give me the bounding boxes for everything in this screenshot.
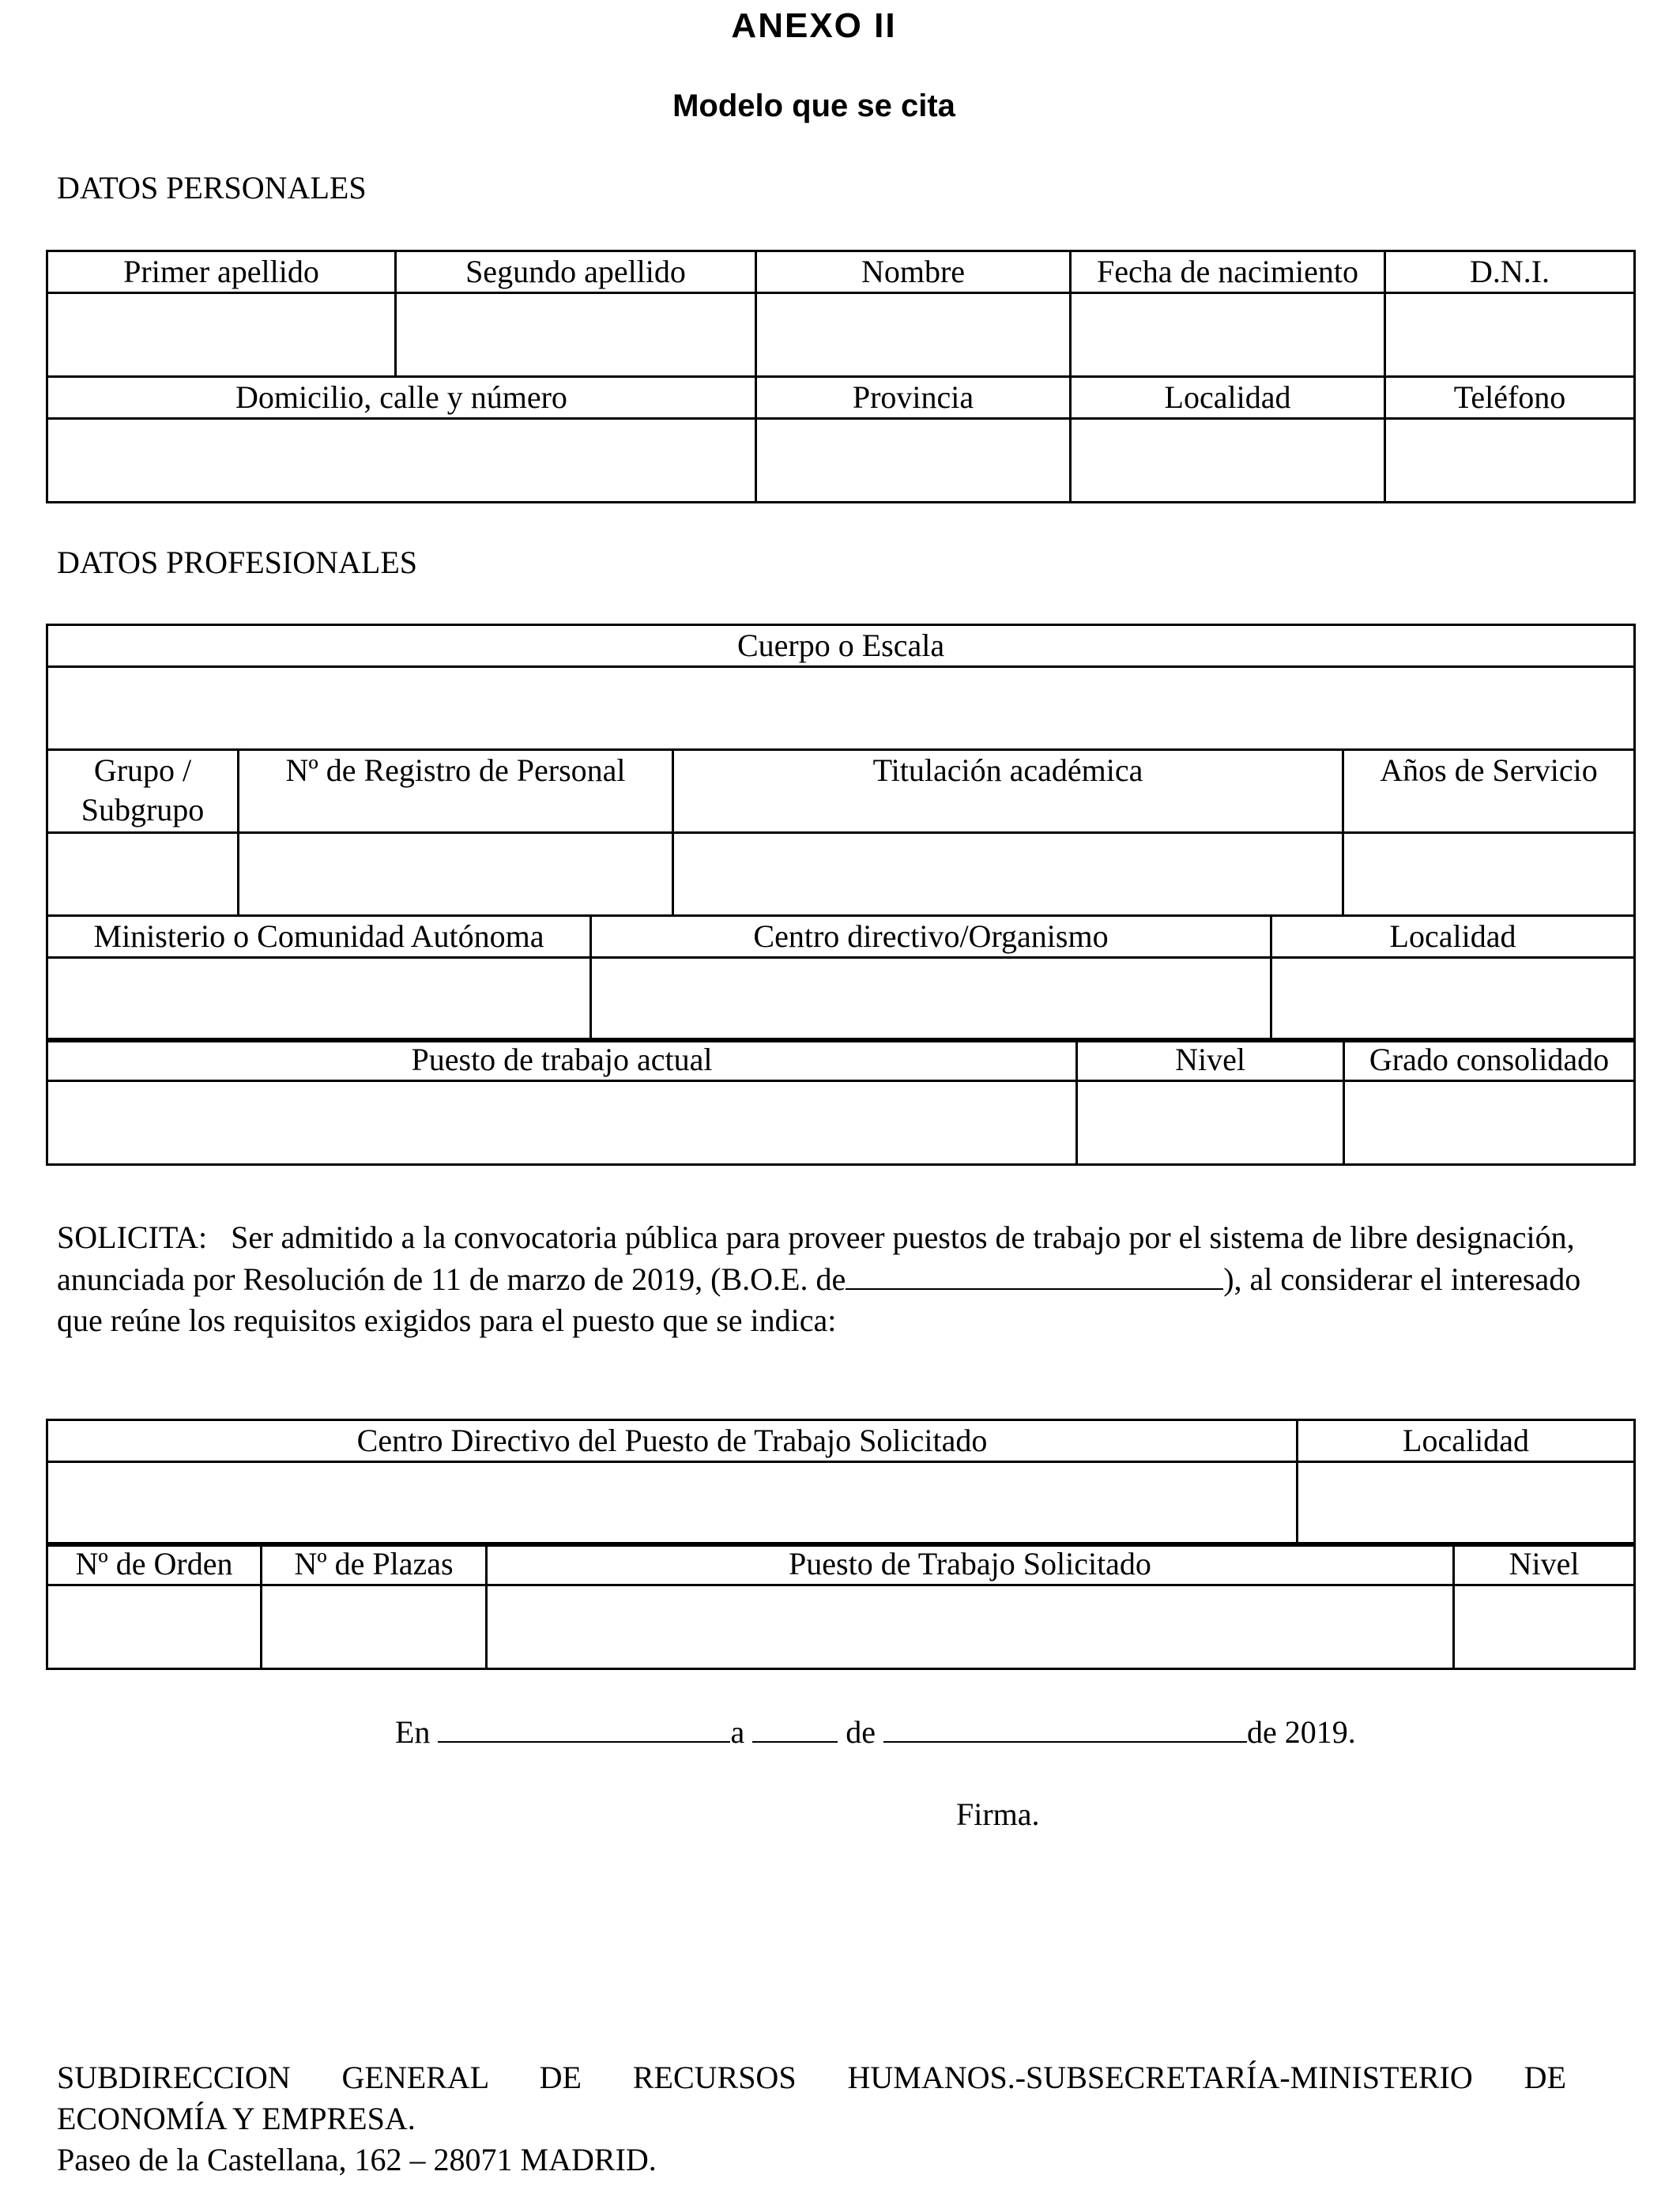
field-segundo-apellido[interactable]: [396, 293, 756, 377]
field-registro-personal[interactable]: [239, 833, 673, 916]
header-segundo-apellido: Segundo apellido: [396, 251, 756, 293]
field-ministerio[interactable]: [47, 958, 591, 1042]
header-localidad-profesional: Localidad: [1271, 916, 1635, 958]
field-dni[interactable]: [1385, 293, 1635, 377]
date-year-label: de 2019.: [1246, 1714, 1356, 1750]
personal-data-heading: DATOS PERSONALES: [57, 170, 367, 205]
solicita-label: SOLICITA:: [57, 1220, 208, 1255]
field-puesto-solicitado[interactable]: [487, 1585, 1454, 1669]
field-titulacion[interactable]: [673, 833, 1343, 916]
field-centro-directivo[interactable]: [591, 958, 1271, 1042]
solicita-text-part2: ), al considerar el interesado que reúne los requisitos exigidos para el puesto que se indica:: [57, 1261, 1581, 1338]
date-de-label: de: [846, 1714, 876, 1750]
header-domicilio: Domicilio, calle y número: [47, 377, 756, 419]
boe-date-blank[interactable]: [846, 1258, 1223, 1290]
requested-centro-table: [46, 1419, 1636, 1547]
place-blank[interactable]: [438, 1711, 730, 1743]
ministerio-table: [46, 914, 1636, 1042]
field-grupo-subgrupo[interactable]: [47, 833, 239, 916]
solicita-text-part1: Ser admitido a la convocatoria pública para proveer puestos de trabajo por el sistema de libre designación, anunciada por Resolución de 11 de marzo de 2019, (B.O.E. de: [57, 1220, 1575, 1297]
date-en-label: En: [395, 1714, 431, 1750]
header-nombre: Nombre: [756, 251, 1071, 293]
header-registro-personal: Nº de Registro de Personal: [239, 750, 673, 833]
requested-puesto-table: [46, 1542, 1636, 1670]
header-nivel-solicitado: Nivel: [1454, 1544, 1635, 1585]
field-fecha-nacimiento[interactable]: [1071, 293, 1385, 377]
field-nivel[interactable]: [1077, 1081, 1344, 1165]
header-provincia: Provincia: [756, 377, 1071, 419]
footer-address: [57, 2057, 1566, 2181]
date-a-label: a: [730, 1714, 745, 1750]
header-centro-solicitado: Centro Directivo del Puesto de Trabajo Solicitado: [47, 1420, 1298, 1462]
signature-label: Firma.: [956, 1796, 1040, 1832]
field-nombre[interactable]: [756, 293, 1071, 377]
cuerpo-table: [46, 624, 1636, 917]
field-localidad-profesional[interactable]: [1271, 958, 1635, 1042]
date-line: [395, 1711, 1356, 1753]
header-puesto-solicitado: Puesto de Trabajo Solicitado: [487, 1544, 1454, 1585]
month-blank[interactable]: [883, 1711, 1247, 1743]
footer-line-1: SUBDIRECCION GENERAL DE RECURSOS HUMANOS.-SUBSECRETARÍA-MINISTERIO DE: [57, 2060, 1566, 2095]
field-numero-plazas[interactable]: [262, 1585, 487, 1669]
header-numero-plazas: Nº de Plazas: [262, 1544, 487, 1585]
field-telefono[interactable]: [1385, 419, 1635, 503]
field-domicilio[interactable]: [47, 419, 756, 503]
professional-data-heading: DATOS PROFESIONALES: [57, 545, 418, 580]
puesto-actual-table: [46, 1038, 1636, 1166]
personal-data-table: [46, 250, 1636, 503]
field-puesto-actual[interactable]: [47, 1081, 1077, 1165]
field-anos-servicio[interactable]: [1343, 833, 1635, 916]
header-localidad-solicitada: Localidad: [1298, 1420, 1635, 1462]
header-grado-consolidado: Grado consolidado: [1344, 1039, 1635, 1081]
header-dni: D.N.I.: [1385, 251, 1635, 293]
header-centro-directivo: Centro directivo/Organismo: [591, 916, 1271, 958]
footer-line-2: ECONOMÍA Y EMPRESA.: [57, 2101, 416, 2136]
header-numero-orden: Nº de Orden: [47, 1544, 262, 1585]
header-nivel: Nivel: [1077, 1039, 1344, 1081]
header-titulacion: Titulación académica: [673, 750, 1343, 833]
day-blank[interactable]: [752, 1711, 838, 1743]
field-centro-solicitado[interactable]: [47, 1462, 1298, 1546]
field-primer-apellido[interactable]: [47, 293, 396, 377]
field-nivel-solicitado[interactable]: [1454, 1585, 1635, 1669]
footer-line-3: Paseo de la Castellana, 162 – 28071 MADRID.: [57, 2142, 657, 2177]
header-localidad: Localidad: [1071, 377, 1385, 419]
field-numero-orden[interactable]: [47, 1585, 262, 1669]
header-primer-apellido: Primer apellido: [47, 251, 396, 293]
field-localidad[interactable]: [1071, 419, 1385, 503]
header-fecha-nacimiento: Fecha de nacimiento: [1071, 251, 1385, 293]
field-localidad-solicitada[interactable]: [1298, 1462, 1635, 1546]
header-telefono: Teléfono: [1385, 377, 1635, 419]
field-provincia[interactable]: [756, 419, 1071, 503]
header-grupo-subgrupo: Grupo / Subgrupo: [47, 750, 239, 833]
field-grado-consolidado[interactable]: [1344, 1081, 1635, 1165]
header-ministerio: Ministerio o Comunidad Autónoma: [47, 916, 591, 958]
header-anos-servicio: Años de Servicio: [1343, 750, 1635, 833]
header-cuerpo-escala: Cuerpo o Escala: [47, 625, 1635, 667]
document-subtitle: Modelo que se cita: [672, 89, 955, 123]
header-puesto-actual: Puesto de trabajo actual: [47, 1039, 1077, 1081]
document-title: ANEXO II: [731, 6, 897, 45]
solicita-paragraph: [57, 1217, 1606, 1341]
field-cuerpo-escala[interactable]: [47, 667, 1635, 750]
